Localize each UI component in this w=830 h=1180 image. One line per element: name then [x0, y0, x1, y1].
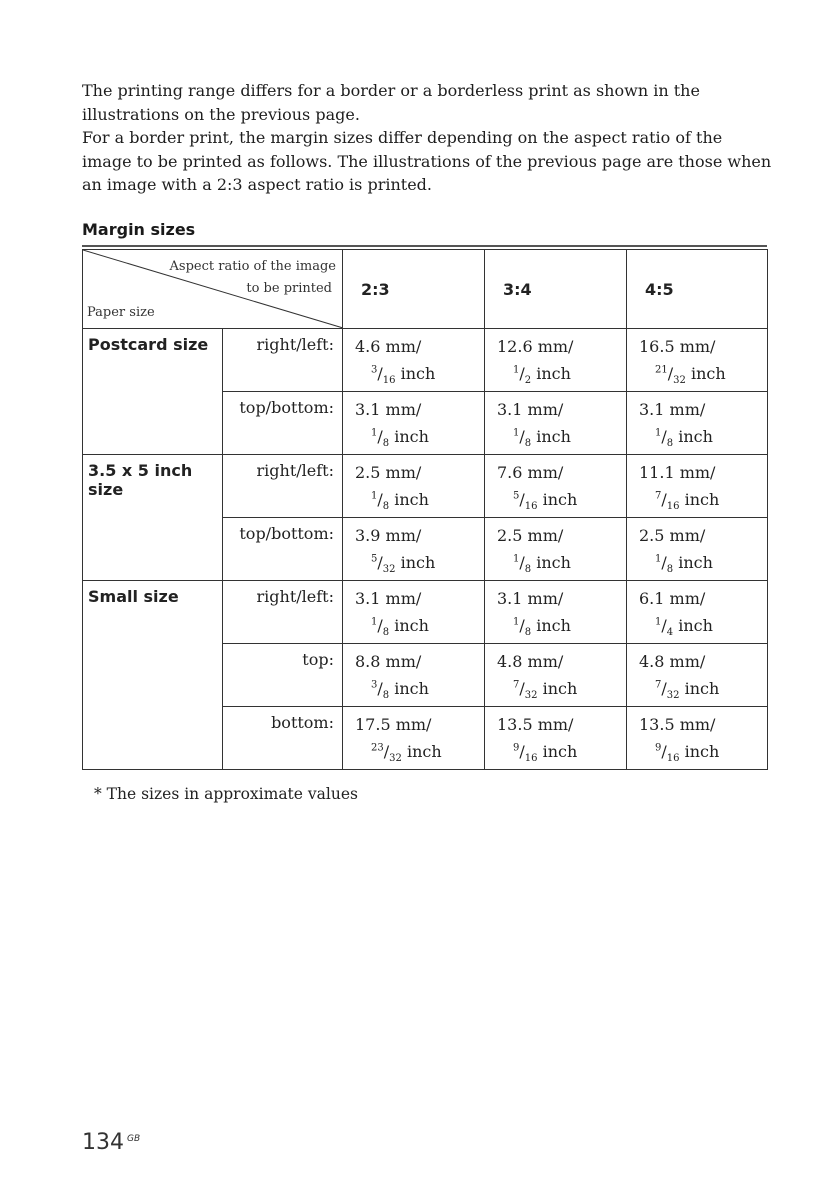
intro-paragraph-2: For a border print, the margin sizes differ depending on the aspect ratio of the image to be printed as follows. The illustrations of the previous page are those when an image with a 2:3 aspect ratio is printed.	[82, 128, 772, 194]
unit-label: inch	[536, 364, 571, 383]
fraction-denominator: 32	[666, 690, 680, 702]
margin-direction-label: top/bottom:	[223, 518, 343, 581]
margin-sizes-table	[82, 249, 768, 770]
margin-inch-value: $^{23}/_{32}$ inch	[371, 742, 442, 765]
margin-value-cell	[485, 455, 627, 518]
unit-label: inch	[536, 427, 571, 446]
margin-inch-value: $^1/_8$ inch	[371, 427, 429, 450]
margin-mm-value: 7.6 mm/	[497, 463, 564, 482]
footnote: * The sizes in approximate values	[94, 785, 358, 803]
fraction-numerator: 7	[655, 679, 662, 691]
margin-inch-value: $^9/_{16}$ inch	[655, 742, 720, 765]
margin-inch-value: $^1/_8$ inch	[655, 427, 713, 450]
margin-value-cell	[343, 644, 485, 707]
intro-paragraph-1: The printing range differs for a border or a borderless print as shown in the illustrations on the previous page.	[82, 81, 700, 124]
margin-mm-value: 3.9 mm/	[355, 526, 422, 545]
unit-label: inch	[400, 364, 436, 383]
fraction-numerator: 1	[513, 364, 520, 376]
margin-inch-value: $^1/_8$ inch	[513, 553, 571, 576]
fraction-numerator: 5	[513, 490, 520, 502]
fraction-numerator: 1	[513, 616, 520, 628]
fraction-numerator: 21	[655, 364, 668, 376]
header-ratio-2-3: 2:3	[343, 250, 485, 329]
margin-value-cell	[627, 392, 768, 455]
fraction-numerator: 1	[371, 616, 378, 628]
fraction-denominator: 8	[524, 438, 532, 450]
margin-value-cell	[627, 518, 768, 581]
paper-size-label: 3.5 x 5 inch size	[83, 455, 223, 581]
margin-mm-value: 3.1 mm/	[355, 589, 422, 608]
margin-inch-value: $^7/_{32}$ inch	[655, 679, 720, 702]
margin-value-cell	[485, 518, 627, 581]
corner-aspect-label-line2: to be printed	[246, 281, 332, 296]
unit-label: inch	[542, 679, 578, 698]
fraction-numerator: 7	[655, 490, 662, 502]
margin-mm-value: 3.1 mm/	[639, 400, 706, 419]
margin-mm-value: 12.6 mm/	[497, 337, 574, 356]
margin-value-cell	[343, 392, 485, 455]
margin-value-cell	[485, 581, 627, 644]
margin-direction-label: bottom:	[223, 707, 343, 770]
margin-value-cell	[627, 455, 768, 518]
margin-mm-value: 8.8 mm/	[355, 652, 422, 671]
corner-paper-size-label: Paper size	[87, 305, 155, 320]
margin-mm-value: 4.6 mm/	[355, 337, 422, 356]
unit-label: inch	[542, 490, 578, 509]
fraction-denominator: 8	[382, 501, 390, 513]
fraction-numerator: 3	[371, 364, 378, 376]
fraction-numerator: 9	[655, 742, 662, 754]
fraction-numerator: 1	[371, 427, 378, 439]
corner-aspect-label-line1: Aspect ratio of the image	[169, 259, 336, 274]
table-row	[83, 329, 768, 392]
paper-size-label: Small size	[83, 581, 223, 770]
fraction-numerator: 9	[513, 742, 520, 754]
margin-inch-value: $^7/_{16}$ inch	[655, 490, 720, 513]
unit-label: inch	[400, 553, 436, 572]
margin-value-cell	[485, 329, 627, 392]
margin-inch-value: $^3/_{16}$ inch	[371, 364, 436, 387]
fraction-denominator: 2	[524, 375, 532, 387]
fraction-denominator: 16	[382, 375, 396, 387]
margin-inch-value: $^1/_2$ inch	[513, 364, 571, 387]
page-language-suffix: GB	[127, 1134, 141, 1144]
unit-label: inch	[678, 553, 713, 572]
fraction-denominator: 32	[389, 753, 402, 765]
margin-value-cell	[485, 644, 627, 707]
table-header-row	[83, 250, 768, 329]
margin-mm-value: 4.8 mm/	[497, 652, 564, 671]
margin-direction-label: right/left:	[223, 581, 343, 644]
margin-inch-value: $^9/_{16}$ inch	[513, 742, 578, 765]
margin-direction-label: right/left:	[223, 329, 343, 392]
paper-size-label: Postcard size	[83, 329, 223, 455]
margin-mm-value: 13.5 mm/	[497, 715, 574, 734]
fraction-denominator: 8	[524, 627, 532, 639]
unit-label: inch	[678, 427, 713, 446]
margin-value-cell	[627, 581, 768, 644]
margin-inch-value: $^1/_8$ inch	[655, 553, 713, 576]
margin-mm-value: 3.1 mm/	[497, 400, 564, 419]
unit-label: inch	[536, 553, 571, 572]
fraction-denominator: 32	[524, 690, 538, 702]
unit-label: inch	[536, 616, 571, 635]
margin-mm-value: 16.5 mm/	[639, 337, 716, 356]
margin-value-cell	[627, 329, 768, 392]
margin-direction-label: right/left:	[223, 455, 343, 518]
unit-label: inch	[678, 616, 713, 635]
margin-value-cell	[627, 707, 768, 770]
fraction-denominator: 8	[382, 627, 390, 639]
margin-value-cell	[343, 518, 485, 581]
fraction-denominator: 8	[666, 564, 674, 576]
table-row	[83, 581, 768, 644]
fraction-numerator: 1	[513, 427, 520, 439]
unit-label: inch	[394, 616, 429, 635]
margin-value-cell	[627, 644, 768, 707]
margin-value-cell	[485, 392, 627, 455]
section-title: Margin sizes	[82, 220, 196, 239]
margin-mm-value: 6.1 mm/	[639, 589, 706, 608]
fraction-numerator: 7	[513, 679, 520, 691]
unit-label: inch	[684, 490, 720, 509]
fraction-numerator: 3	[371, 679, 378, 691]
margin-mm-value: 4.8 mm/	[639, 652, 706, 671]
header-ratio-4-5: 4:5	[627, 250, 768, 329]
margin-value-cell	[343, 329, 485, 392]
fraction-numerator: 1	[371, 490, 378, 502]
unit-label: inch	[394, 427, 429, 446]
fraction-denominator: 32	[382, 564, 396, 576]
margin-inch-value: $^1/_8$ inch	[371, 490, 429, 513]
margin-direction-label: top:	[223, 644, 343, 707]
unit-label: inch	[394, 679, 429, 698]
margin-value-cell	[485, 707, 627, 770]
section-rule	[82, 245, 767, 247]
fraction-denominator: 16	[524, 501, 538, 513]
margin-inch-value: $^{21}/_{32}$ inch	[655, 364, 726, 387]
margin-inch-value: $^5/_{16}$ inch	[513, 490, 578, 513]
margin-mm-value: 17.5 mm/	[355, 715, 432, 734]
table-corner-cell	[83, 250, 343, 329]
fraction-numerator: 1	[513, 553, 520, 565]
margin-inch-value: $^1/_4$ inch	[655, 616, 713, 639]
fraction-numerator: 1	[655, 553, 662, 565]
page-number-value: 134	[82, 1130, 124, 1155]
unit-label: inch	[690, 364, 726, 383]
margin-value-cell	[343, 581, 485, 644]
margin-inch-value: $^5/_{32}$ inch	[371, 553, 436, 576]
fraction-denominator: 8	[382, 690, 390, 702]
unit-label: inch	[542, 742, 578, 761]
unit-label: inch	[406, 742, 442, 761]
margin-inch-value: $^7/_{32}$ inch	[513, 679, 578, 702]
margin-mm-value: 2.5 mm/	[639, 526, 706, 545]
fraction-denominator: 16	[524, 753, 538, 765]
unit-label: inch	[684, 679, 720, 698]
fraction-denominator: 4	[666, 627, 674, 639]
page-number	[82, 1130, 140, 1155]
fraction-denominator: 8	[666, 438, 674, 450]
margin-mm-value: 2.5 mm/	[497, 526, 564, 545]
fraction-numerator: 5	[371, 553, 378, 565]
margin-mm-value: 11.1 mm/	[639, 463, 716, 482]
unit-label: inch	[684, 742, 720, 761]
fraction-numerator: 1	[655, 616, 662, 628]
margin-direction-label: top/bottom:	[223, 392, 343, 455]
margin-value-cell	[343, 455, 485, 518]
unit-label: inch	[394, 490, 429, 509]
margin-value-cell	[343, 707, 485, 770]
margin-mm-value: 3.1 mm/	[497, 589, 564, 608]
fraction-denominator: 8	[524, 564, 532, 576]
fraction-denominator: 16	[666, 753, 680, 765]
header-ratio-3-4: 3:4	[485, 250, 627, 329]
margin-inch-value: $^1/_8$ inch	[513, 427, 571, 450]
fraction-denominator: 8	[382, 438, 390, 450]
table-row	[83, 455, 768, 518]
fraction-numerator: 1	[655, 427, 662, 439]
margin-mm-value: 13.5 mm/	[639, 715, 716, 734]
margin-mm-value: 2.5 mm/	[355, 463, 422, 482]
margin-inch-value: $^1/_8$ inch	[371, 616, 429, 639]
margin-mm-value: 3.1 mm/	[355, 400, 422, 419]
fraction-numerator: 23	[371, 742, 384, 754]
fraction-denominator: 16	[666, 501, 680, 513]
margin-inch-value: $^1/_8$ inch	[513, 616, 571, 639]
fraction-denominator: 32	[673, 375, 686, 387]
margin-inch-value: $^3/_8$ inch	[371, 679, 429, 702]
